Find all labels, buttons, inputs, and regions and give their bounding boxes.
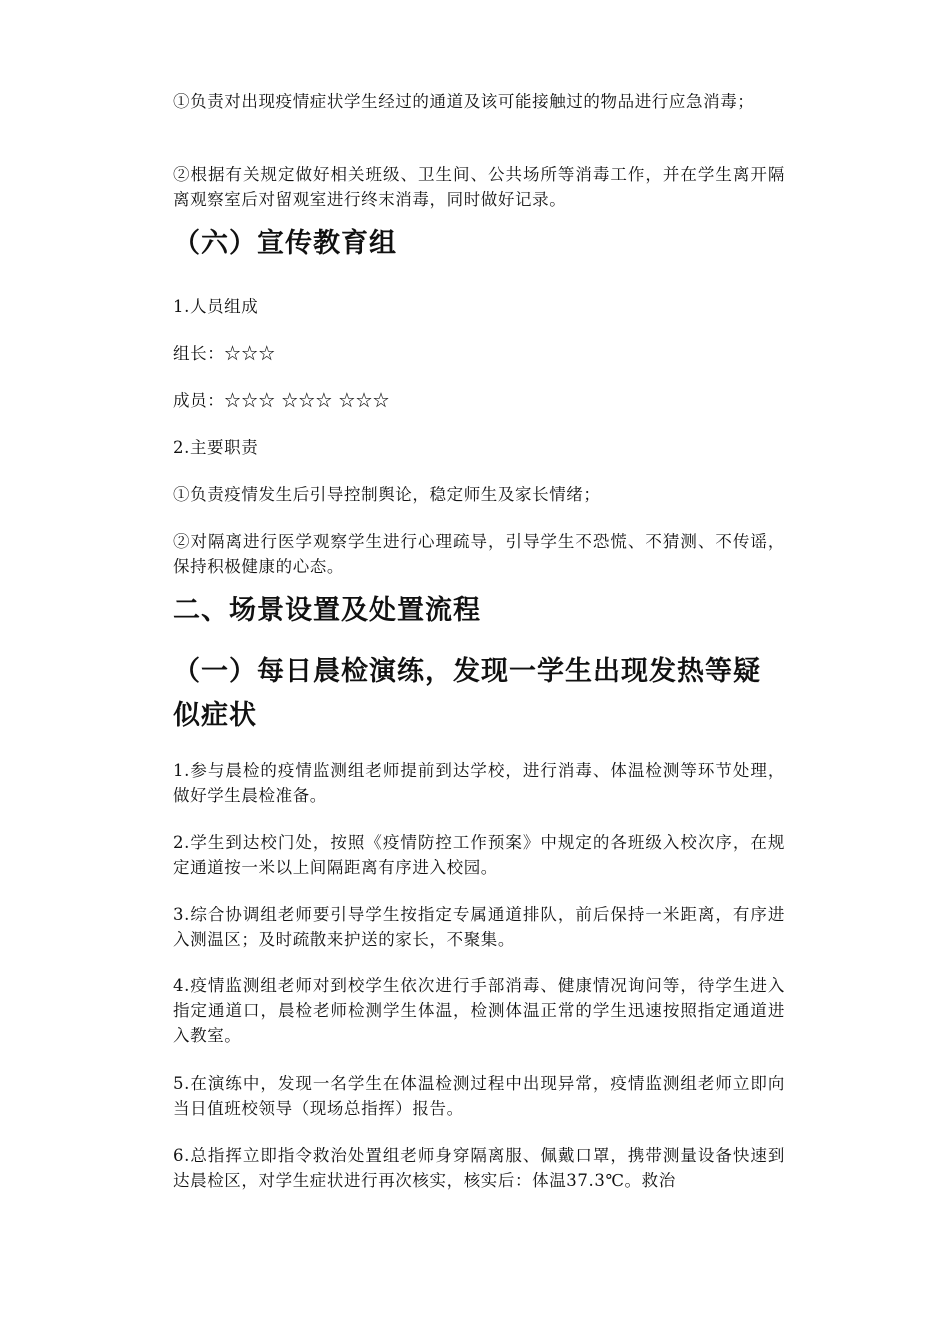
- paragraph-step-1: [173, 758, 785, 808]
- paragraph-step-5: [173, 1071, 785, 1121]
- paragraph-duty-2: [173, 529, 785, 579]
- paragraph-text: 6.总指挥立即指令救治处置组老师身穿隔离服、佩戴口罩，携带测量设备快速到达晨检区，对学生症状进行再次核实，核实后：体温37.3℃。救治: [173, 1146, 785, 1190]
- paragraph-step-4: [173, 973, 785, 1048]
- heading-part-2: [173, 593, 785, 629]
- paragraph-text: 2.学生到达校门处，按照《疫情防控工作预案》中规定的各班级入校次序，在规定通道按一米以上间隔距离有序进入校园。: [173, 833, 785, 877]
- paragraph-text: 1.参与晨检的疫情监测组老师提前到达学校，进行消毒、体温检测等环节处理，做好学生晨检准备。: [173, 761, 785, 805]
- paragraph-duty-1: [173, 482, 785, 507]
- paragraph-text: 3.综合协调组老师要引导学生按指定专属通道排队，前后保持一米距离，有序进入测温区；及时疏散来护送的家长，不聚集。: [173, 905, 785, 949]
- heading-section-6: [173, 226, 785, 262]
- paragraph-text: 4.疫情监测组老师对到校学生依次进行手部消毒、健康情况询问等，待学生进入指定通道口，晨检老师检测学生体温，检测体温正常的学生迅速按照指定通道进入教室。: [173, 976, 785, 1045]
- paragraph-text: ①负责疫情发生后引导控制舆论，稳定师生及家长情绪；: [173, 485, 601, 504]
- paragraph-text: ①负责对出现疫情症状学生经过的通道及该可能接触过的物品进行应急消毒；: [173, 92, 755, 111]
- paragraph-disinfect-emergency: [173, 89, 785, 114]
- paragraph-disinfect-terminal: [173, 162, 785, 212]
- paragraph-step-6: [173, 1143, 785, 1193]
- subsection-heading: （一）每日晨检演练，发现一学生出现发热等疑似症状: [173, 656, 761, 731]
- paragraph-duty-title: [173, 435, 785, 460]
- heading-subsection-1: [173, 650, 785, 738]
- paragraph-members: [173, 388, 785, 413]
- paragraph-text: 1.人员组成: [173, 297, 259, 316]
- part-heading: 二、场景设置及处置流程: [173, 595, 481, 626]
- paragraph-step-3: [173, 902, 785, 952]
- paragraph-text: 组长：☆☆☆: [173, 344, 276, 363]
- paragraph-step-2: [173, 830, 785, 880]
- paragraph-leader: [173, 341, 785, 366]
- paragraph-text: 成员：☆☆☆ ☆☆☆ ☆☆☆: [173, 391, 390, 410]
- paragraph-text: ②对隔离进行医学观察学生进行心理疏导，引导学生不恐慌、不猜测、不传谣，保持积极健康的心态。: [173, 532, 785, 576]
- paragraph-text: 5.在演练中，发现一名学生在体温检测过程中出现异常，疫情监测组老师立即向当日值班校领导（现场总指挥）报告。: [173, 1074, 785, 1118]
- section-heading: （六）宣传教育组: [173, 228, 397, 259]
- paragraph-members-title: [173, 294, 785, 319]
- paragraph-text: ②根据有关规定做好相关班级、卫生间、公共场所等消毒工作，并在学生离开隔离观察室后对留观室进行终末消毒，同时做好记录。: [173, 165, 785, 209]
- paragraph-text: 2.主要职责: [173, 438, 259, 457]
